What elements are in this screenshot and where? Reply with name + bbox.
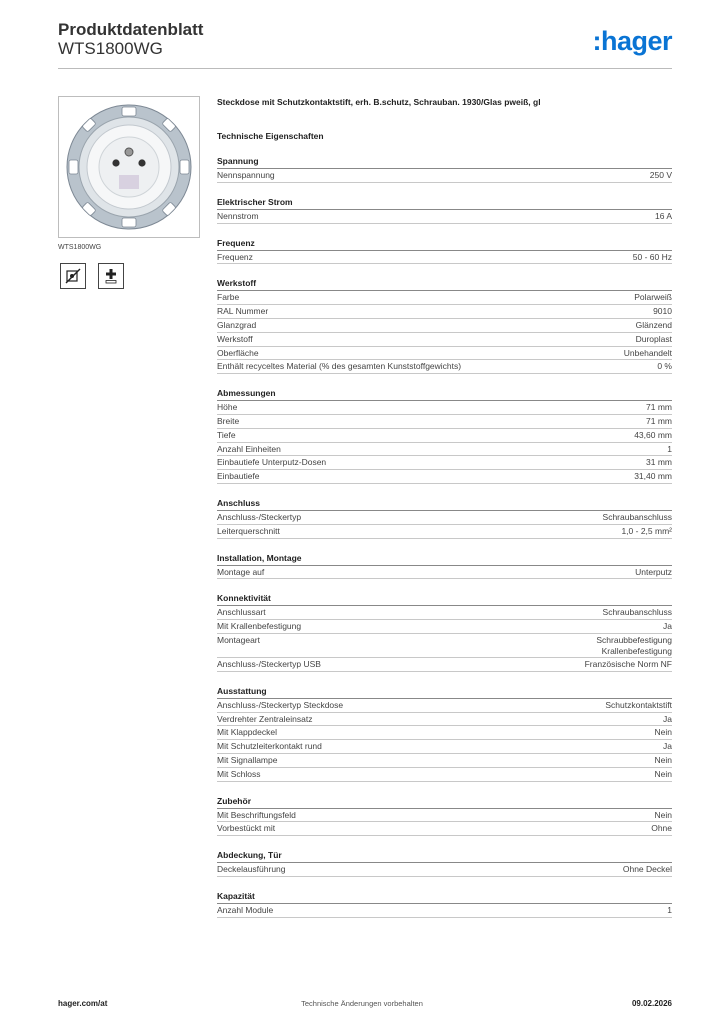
spec-row: [217, 740, 672, 754]
spec-label: Einbautiefe Unterputz-Dosen: [217, 457, 327, 468]
spec-value: 9010: [653, 306, 672, 317]
spec-row: [217, 699, 672, 713]
spec-row: [217, 429, 672, 443]
spec-label: Montageart: [217, 634, 260, 645]
spec-row: [217, 904, 672, 918]
spec-section: [217, 277, 672, 374]
section-title: Kapazität: [217, 890, 672, 904]
spec-value: Französische Norm NF: [584, 658, 672, 669]
spec-value: Ohne: [651, 823, 672, 834]
section-title: Konnektivität: [217, 592, 672, 606]
document-title: Produktdatenblatt: [58, 20, 204, 39]
section-title: Frequenz: [217, 237, 672, 251]
section-title: Werkstoff: [217, 277, 672, 291]
spec-value: 1: [667, 443, 672, 454]
spec-label: Breite: [217, 415, 240, 426]
spec-row: [217, 443, 672, 457]
spec-row: [217, 658, 672, 672]
spec-row: [217, 333, 672, 347]
spec-label: Verdrehter Zentraleinsatz: [217, 713, 313, 724]
spec-section: [217, 237, 672, 265]
spec-section: [217, 592, 672, 671]
spec-row: [217, 754, 672, 768]
spec-row: [217, 210, 672, 224]
spec-value: Nein: [654, 727, 672, 738]
spec-value: Nein: [654, 754, 672, 765]
spec-row: [217, 360, 672, 374]
spec-row: [217, 456, 672, 470]
spec-row: [217, 634, 672, 658]
spec-row: [217, 401, 672, 415]
spec-value: Nein: [654, 768, 672, 779]
spec-section: [217, 196, 672, 224]
spec-row: [217, 768, 672, 782]
spec-value: 0 %: [657, 361, 672, 372]
spec-label: Anschluss-/Steckertyp USB: [217, 658, 321, 669]
spec-label: Oberfläche: [217, 347, 259, 358]
spec-label: Mit Klappdeckel: [217, 727, 278, 738]
spec-value: 31,40 mm: [634, 471, 672, 482]
spec-value: Glänzend: [635, 319, 672, 330]
spec-row: [217, 319, 672, 333]
tech-properties-heading: Technische Eigenschaften: [217, 131, 324, 141]
hager-logo: :hager: [592, 26, 672, 56]
spec-value: 50 - 60 Hz: [632, 251, 672, 262]
spec-section: [217, 849, 672, 877]
spec-row: [217, 470, 672, 484]
section-title: Abdeckung, Tür: [217, 849, 672, 863]
spec-row: [217, 169, 672, 183]
spec-label: Deckelausführung: [217, 864, 286, 875]
spec-value: Ohne Deckel: [622, 864, 672, 875]
spec-label: Anschlussart: [217, 607, 266, 618]
spec-row: [217, 251, 672, 265]
spec-label: Mit Signallampe: [217, 754, 278, 765]
spec-value: Schraubanschluss: [602, 607, 672, 618]
spec-section: [217, 795, 672, 837]
image-caption: WTS1800WG: [58, 244, 102, 251]
spec-label: Glanzgrad: [217, 319, 257, 330]
spec-row: [217, 713, 672, 727]
plus-icon: [98, 263, 124, 289]
spec-value: 16 A: [654, 210, 672, 221]
spec-row: [217, 305, 672, 319]
spec-value: Unterputz: [635, 566, 672, 577]
footer-website: hager.com/at: [58, 999, 108, 1008]
spec-section: [217, 890, 672, 918]
section-title: Zubehör: [217, 795, 672, 809]
spec-label: Nennstrom: [217, 210, 259, 221]
spec-label: Farbe: [217, 292, 240, 303]
spec-value: 1: [667, 904, 672, 915]
header-divider: [58, 68, 672, 69]
spec-value: 71 mm: [646, 402, 672, 413]
spec-label: Frequenz: [217, 251, 253, 262]
spec-label: Tiefe: [217, 429, 236, 440]
spec-section: [217, 685, 672, 782]
spec-section: [217, 552, 672, 580]
spec-label: Leiterquerschnitt: [217, 525, 280, 536]
spec-value: 71 mm: [646, 415, 672, 426]
spec-value: Ja: [663, 713, 672, 724]
spec-row: [217, 525, 672, 539]
spec-value: Schutzkontaktstift: [605, 699, 672, 710]
spec-label: Montage auf: [217, 566, 265, 577]
spec-row: [217, 809, 672, 823]
spec-label: RAL Nummer: [217, 306, 269, 317]
spec-row: [217, 291, 672, 305]
spec-row: [217, 606, 672, 620]
spec-value: Ja: [663, 621, 672, 632]
spec-label: Anschluss-/Steckertyp Steckdose: [217, 699, 344, 710]
spec-label: Werkstoff: [217, 333, 253, 344]
spec-value: Unbehandelt: [623, 347, 672, 358]
spec-value: Schraubbefestigung Krallenbefestigung: [596, 634, 672, 656]
spec-row: [217, 620, 672, 634]
spec-row: [217, 511, 672, 525]
spec-label: Anschluss-/Steckertyp: [217, 511, 302, 522]
product-code: WTS1800WG: [58, 39, 163, 58]
footer-disclaimer: Technische Änderungen vorbehalten: [301, 999, 423, 1008]
spec-label: Mit Schloss: [217, 768, 261, 779]
section-title: Installation, Montage: [217, 552, 672, 566]
spec-label: Enthält recyceltes Material (% des gesamten Kunststoffgewichts): [217, 361, 462, 372]
section-title: Spannung: [217, 155, 672, 169]
section-title: Abmessungen: [217, 387, 672, 401]
spec-label: Mit Schutzleiterkontakt rund: [217, 741, 322, 752]
spec-label: Anzahl Einheiten: [217, 443, 281, 454]
spec-value: 1,0 - 2,5 mm²: [621, 525, 672, 536]
spec-row: [217, 863, 672, 877]
spec-label: Nennspannung: [217, 170, 275, 180]
spec-value: 31 mm: [646, 457, 672, 468]
spec-section: [217, 155, 672, 183]
spec-value: Polarweiß: [634, 292, 672, 303]
spec-value: Duroplast: [635, 333, 672, 344]
spec-label: Mit Krallenbefestigung: [217, 621, 302, 632]
spec-value: Schraubanschluss: [602, 511, 672, 522]
product-description: Steckdose mit Schutzkontaktstift, erh. B.schutz, Schrauban. 1930/Glas pweiß, gl: [217, 97, 541, 107]
spec-value: 43,60 mm: [634, 429, 672, 440]
spec-label: Einbautiefe: [217, 471, 260, 482]
spec-value: 250 V: [649, 170, 672, 180]
spec-section: [217, 497, 672, 539]
spec-value: Nein: [654, 809, 672, 820]
section-title: Anschluss: [217, 497, 672, 511]
section-title: Elektrischer Strom: [217, 196, 672, 210]
spec-row: [217, 566, 672, 580]
spec-row: [217, 415, 672, 429]
spec-section: [217, 387, 672, 484]
spec-row: [217, 726, 672, 740]
spec-label: Mit Beschriftungsfeld: [217, 809, 296, 820]
spec-label: Vorbestückt mit: [217, 823, 276, 834]
spec-value: Ja: [663, 741, 672, 752]
spec-row: [217, 822, 672, 836]
spec-label: Höhe: [217, 402, 238, 413]
product-image: [58, 96, 200, 238]
section-title: Ausstattung: [217, 685, 672, 699]
footer-date: 09.02.2026: [631, 999, 672, 1008]
spec-row: [217, 347, 672, 361]
no-child-socket-icon: [60, 263, 86, 289]
specification-list: [217, 96, 672, 918]
spec-label: Anzahl Module: [217, 904, 274, 915]
